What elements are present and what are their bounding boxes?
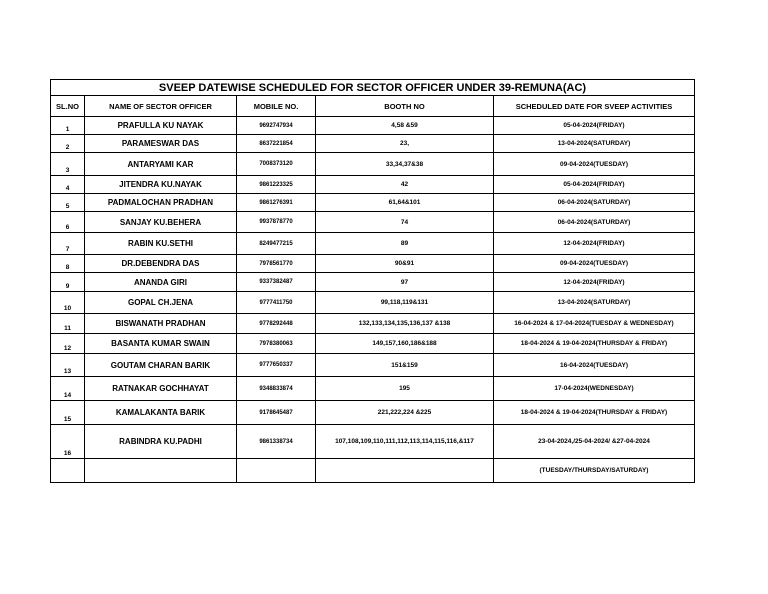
cell-mobile: 9861276391 <box>237 194 316 212</box>
cell-date: 23-04-2024,/25-04-2024/ &27-04-2024 <box>494 425 695 459</box>
cell-date: 06-04-2024(SATURDAY) <box>494 194 695 212</box>
cell-booth: 74 <box>316 212 494 233</box>
header-row <box>51 96 695 117</box>
cell-date: 05-04-2024(FRIDAY) <box>494 117 695 135</box>
cell-officer-name: PADMALOCHAN PRADHAN <box>85 194 237 212</box>
cell-officer-name: JITENDRA KU.NAYAK <box>85 176 237 194</box>
header-name: NAME OF SECTOR OFFICER <box>85 96 237 117</box>
cell-booth: 4,58 &59 <box>316 117 494 135</box>
table-row <box>51 459 695 483</box>
table-row <box>51 425 695 459</box>
table-row <box>51 153 695 176</box>
table-row <box>51 194 695 212</box>
sveep-schedule-table <box>50 79 695 483</box>
cell-slno: 2 <box>51 135 85 153</box>
table-row <box>51 273 695 292</box>
cell-mobile <box>237 459 316 483</box>
cell-mobile: 9937878770 <box>237 212 316 233</box>
cell-slno: 8 <box>51 255 85 273</box>
cell-slno: 12 <box>51 334 85 354</box>
cell-slno: 6 <box>51 212 85 233</box>
cell-officer-name: RABIN KU.SETHI <box>85 233 237 255</box>
cell-slno: 10 <box>51 292 85 314</box>
cell-slno: 11 <box>51 314 85 334</box>
cell-officer-name: RATNAKAR GOCHHAYAT <box>85 377 237 401</box>
cell-mobile: 9337382487 <box>237 273 316 292</box>
cell-mobile: 9861338734 <box>237 425 316 459</box>
cell-slno: 16 <box>51 425 85 459</box>
table-row <box>51 233 695 255</box>
title-row <box>51 80 695 96</box>
cell-slno: 13 <box>51 354 85 377</box>
cell-booth: 99,118,119&131 <box>316 292 494 314</box>
cell-date: 12-04-2024(FRIDAY) <box>494 273 695 292</box>
cell-officer-name <box>85 459 237 483</box>
cell-booth: 107,108,109,110,111,112,113,114,115,116,&117 <box>316 425 494 459</box>
cell-slno <box>51 459 85 483</box>
cell-officer-name: BISWANATH PRADHAN <box>85 314 237 334</box>
cell-mobile: 7978561770 <box>237 255 316 273</box>
header-mobile: MOBILE NO. <box>237 96 316 117</box>
cell-officer-name: GOUTAM CHARAN BARIK <box>85 354 237 377</box>
cell-booth: 90&91 <box>316 255 494 273</box>
cell-officer-name: KAMALAKANTA BARIK <box>85 401 237 425</box>
cell-officer-name: ANTARYAMI KAR <box>85 153 237 176</box>
table-row <box>51 292 695 314</box>
cell-booth: 132,133,134,135,136,137 &138 <box>316 314 494 334</box>
cell-slno: 7 <box>51 233 85 255</box>
cell-mobile: 7008373120 <box>237 153 316 176</box>
cell-booth: 151&159 <box>316 354 494 377</box>
cell-mobile: 9861223325 <box>237 176 316 194</box>
header-slno: SL.NO <box>51 96 85 117</box>
cell-officer-name: PRAFULLA KU NAYAK <box>85 117 237 135</box>
cell-booth: 221,222,224 &225 <box>316 401 494 425</box>
cell-booth: 42 <box>316 176 494 194</box>
cell-booth: 89 <box>316 233 494 255</box>
cell-mobile: 9778292448 <box>237 314 316 334</box>
cell-mobile: 9178645487 <box>237 401 316 425</box>
table-row <box>51 212 695 233</box>
cell-mobile: 8249477215 <box>237 233 316 255</box>
cell-officer-name: RABINDRA KU.PADHI <box>85 425 237 459</box>
cell-booth: 33,34,37&38 <box>316 153 494 176</box>
table-row <box>51 314 695 334</box>
cell-date: 18-04-2024 & 19-04-2024(THURSDAY & FRIDAY) <box>494 401 695 425</box>
cell-slno: 3 <box>51 153 85 176</box>
cell-slno: 4 <box>51 176 85 194</box>
cell-date: 16-04-2024(TUESDAY) <box>494 354 695 377</box>
cell-booth: 23, <box>316 135 494 153</box>
cell-slno: 15 <box>51 401 85 425</box>
table-body <box>51 117 695 483</box>
cell-officer-name: ANANDA GIRI <box>85 273 237 292</box>
cell-mobile: 9692747934 <box>237 117 316 135</box>
cell-date: 17-04-2024(WEDNESDAY) <box>494 377 695 401</box>
cell-slno: 14 <box>51 377 85 401</box>
cell-date: 13-04-2024(SATURDAY) <box>494 292 695 314</box>
cell-date: 05-04-2024(FRIDAY) <box>494 176 695 194</box>
cell-mobile: 9777650337 <box>237 354 316 377</box>
cell-booth: 97 <box>316 273 494 292</box>
table-row <box>51 176 695 194</box>
cell-mobile: 7978380063 <box>237 334 316 354</box>
cell-slno: 9 <box>51 273 85 292</box>
table-row <box>51 135 695 153</box>
cell-mobile: 9777411750 <box>237 292 316 314</box>
cell-booth: 61,64&101 <box>316 194 494 212</box>
cell-date: 18-04-2024 & 19-04-2024(THURSDAY & FRIDAY) <box>494 334 695 354</box>
cell-date: 12-04-2024(FRIDAY) <box>494 233 695 255</box>
cell-date: 16-04-2024 & 17-04-2024(TUESDAY & WEDNESDAY) <box>494 314 695 334</box>
table-title: SVEEP DATEWISE SCHEDULED FOR SECTOR OFFICER UNDER 39-REMUNA(AC) <box>51 80 695 96</box>
cell-booth: 149,157,160,186&188 <box>316 334 494 354</box>
cell-officer-name: SANJAY KU.BEHERA <box>85 212 237 233</box>
cell-booth: 195 <box>316 377 494 401</box>
cell-slno: 1 <box>51 117 85 135</box>
table-row <box>51 377 695 401</box>
cell-date: 09-04-2024(TUESDAY) <box>494 153 695 176</box>
table-row <box>51 117 695 135</box>
header-date: SCHEDULED DATE FOR SVEEP ACTIVITIES <box>494 96 695 117</box>
cell-officer-name: DR.DEBENDRA DAS <box>85 255 237 273</box>
header-booth: BOOTH NO <box>316 96 494 117</box>
table-row <box>51 255 695 273</box>
table-row <box>51 354 695 377</box>
table-row <box>51 334 695 354</box>
cell-officer-name: PARAMESWAR DAS <box>85 135 237 153</box>
cell-officer-name: GOPAL CH.JENA <box>85 292 237 314</box>
cell-mobile: 9348833874 <box>237 377 316 401</box>
cell-date: 09-04-2024(TUESDAY) <box>494 255 695 273</box>
cell-booth <box>316 459 494 483</box>
cell-mobile: 8637221854 <box>237 135 316 153</box>
cell-slno: 5 <box>51 194 85 212</box>
table-row <box>51 401 695 425</box>
cell-officer-name: BASANTA KUMAR SWAIN <box>85 334 237 354</box>
cell-date: 13-04-2024(SATURDAY) <box>494 135 695 153</box>
cell-date: (TUESDAY/THURSDAY/SATURDAY) <box>494 459 695 483</box>
cell-date: 06-04-2024(SATURDAY) <box>494 212 695 233</box>
